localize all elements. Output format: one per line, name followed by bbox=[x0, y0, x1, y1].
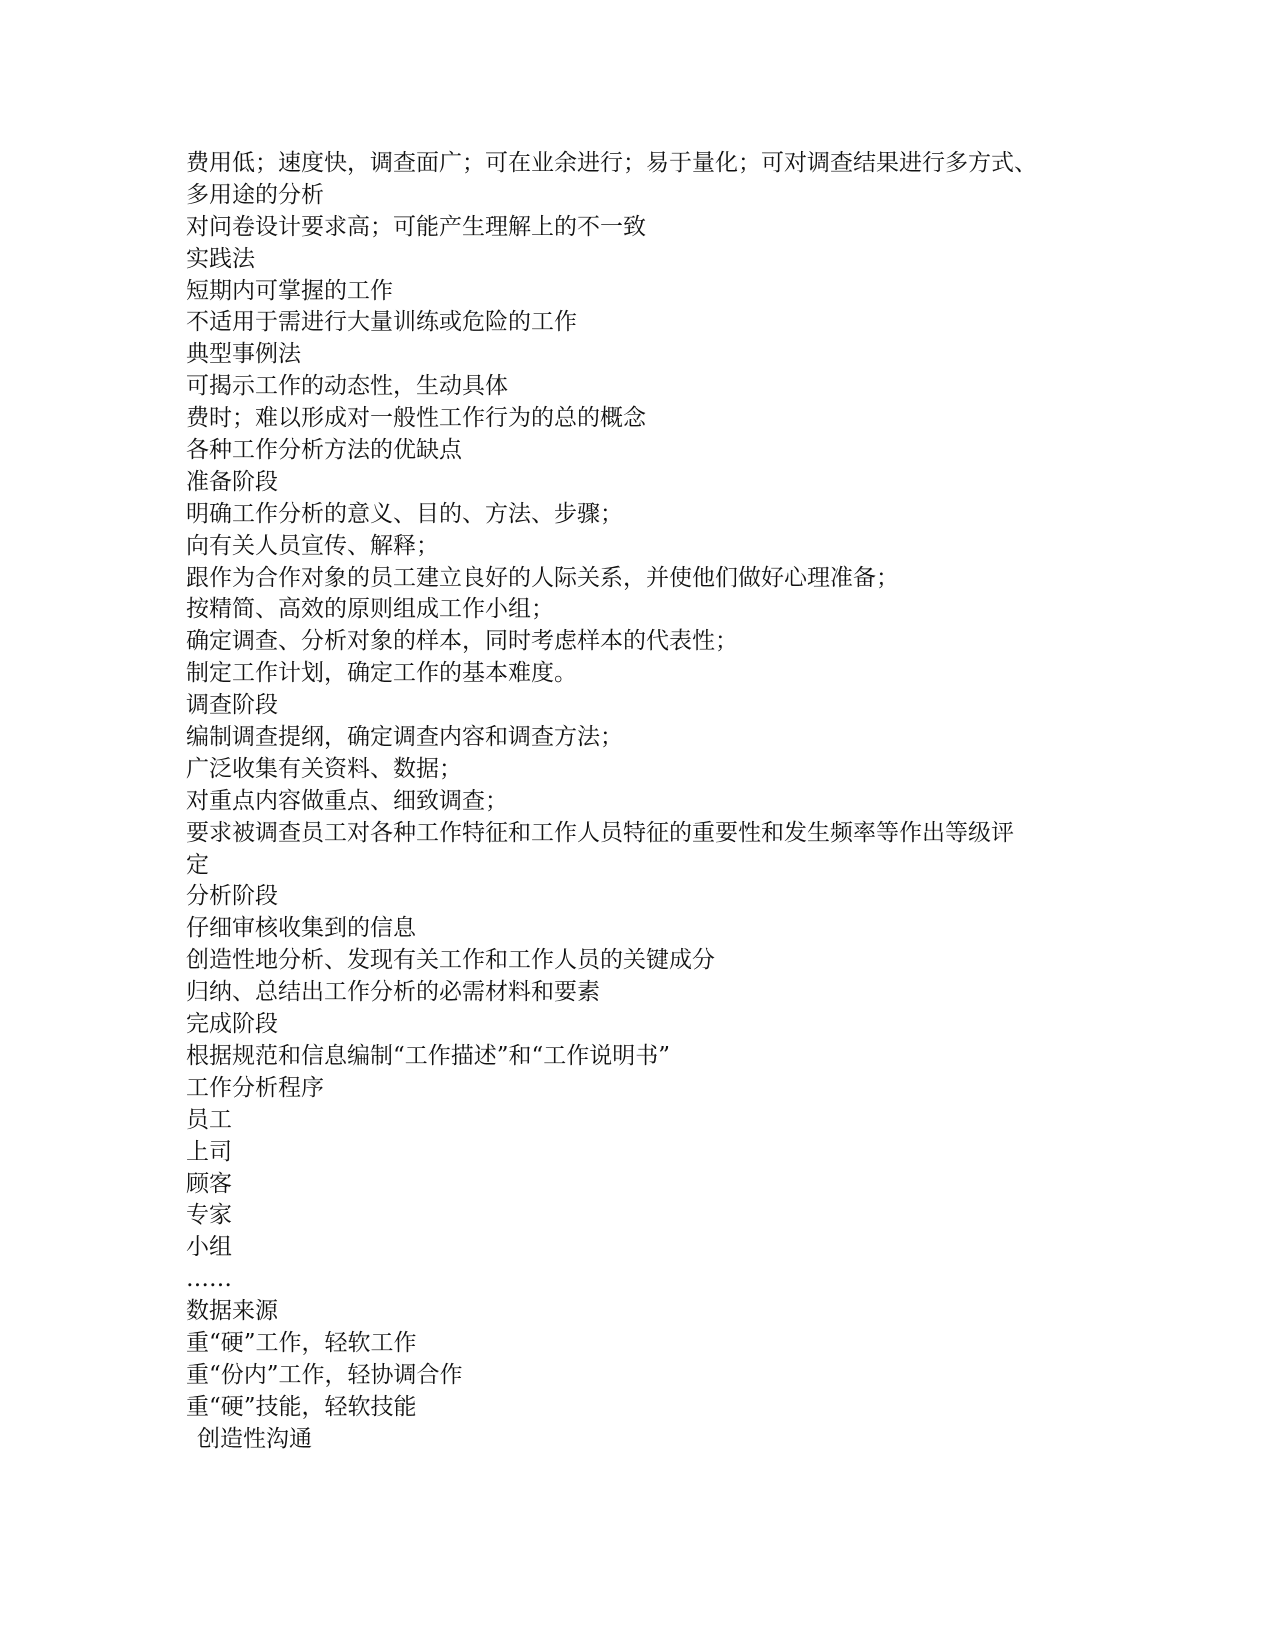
text-line: 仔细审核收集到的信息 bbox=[186, 915, 416, 942]
text-line: 制定工作计划，确定工作的基本难度。 bbox=[186, 660, 577, 687]
section-heading: 工作分析程序 bbox=[186, 1074, 324, 1101]
text-line: 定 bbox=[186, 851, 209, 878]
list-item: 上司 bbox=[186, 1138, 232, 1165]
text-line: 对问卷设计要求高；可能产生理解上的不一致 bbox=[186, 213, 646, 240]
ellipsis: …… bbox=[186, 1266, 232, 1293]
text-line: 重“份内”工作，轻协调合作 bbox=[186, 1361, 463, 1388]
section-heading: 典型事例法 bbox=[186, 341, 301, 368]
section-heading: 完成阶段 bbox=[186, 1011, 278, 1038]
text-line: 向有关人员宣传、解释； bbox=[186, 532, 439, 559]
text-line: 编制调查提纲，确定调查内容和调查方法； bbox=[186, 724, 623, 751]
text-line: 可揭示工作的动态性，生动具体 bbox=[186, 373, 508, 400]
section-heading: 分析阶段 bbox=[186, 883, 278, 910]
section-heading: 各种工作分析方法的优缺点 bbox=[186, 437, 462, 464]
text-line: 要求被调查员工对各种工作特征和工作人员特征的重要性和发生频率等作出等级评 bbox=[186, 819, 1014, 846]
text-line: 重“硬”工作，轻软工作 bbox=[186, 1329, 417, 1356]
text-line: 对重点内容做重点、细致调查； bbox=[186, 787, 508, 814]
section-heading: 调查阶段 bbox=[186, 692, 278, 719]
text-line: 重“硬”技能，轻软技能 bbox=[186, 1393, 417, 1420]
text-line: 费时；难以形成对一般性工作行为的总的概念 bbox=[186, 405, 646, 432]
text-line: 跟作为合作对象的员工建立良好的人际关系，并使他们做好心理准备； bbox=[186, 564, 899, 591]
list-item: 顾客 bbox=[186, 1170, 232, 1197]
text-line: 短期内可掌握的工作 bbox=[186, 277, 393, 304]
text-line: 广泛收集有关资料、数据； bbox=[186, 755, 462, 782]
section-heading: 实践法 bbox=[186, 245, 255, 272]
text-line: 明确工作分析的意义、目的、方法、步骤； bbox=[186, 500, 623, 527]
list-item: 员工 bbox=[186, 1106, 232, 1133]
text-line: 根据规范和信息编制“工作描述”和“工作说明书” bbox=[186, 1042, 671, 1069]
section-heading: 创造性沟通 bbox=[197, 1425, 312, 1452]
text-line: 按精简、高效的原则组成工作小组； bbox=[186, 596, 554, 623]
text-line: 归纳、总结出工作分析的必需材料和要素 bbox=[186, 979, 600, 1006]
text-line: 费用低；速度快，调查面广；可在业余进行；易于量化；可对调查结果进行多方式、 bbox=[186, 150, 1037, 176]
list-item: 专家 bbox=[186, 1202, 232, 1229]
section-heading: 数据来源 bbox=[186, 1298, 278, 1325]
text-line: 确定调查、分析对象的样本，同时考虑样本的代表性； bbox=[186, 628, 738, 655]
text-line: 不适用于需进行大量训练或危险的工作 bbox=[186, 309, 577, 336]
document-body bbox=[186, 148, 1086, 1456]
text-line: 创造性地分析、发现有关工作和工作人员的关键成分 bbox=[186, 947, 715, 974]
list-item: 小组 bbox=[186, 1234, 232, 1261]
text-line: 多用途的分析 bbox=[186, 181, 324, 208]
section-heading: 准备阶段 bbox=[186, 468, 278, 495]
